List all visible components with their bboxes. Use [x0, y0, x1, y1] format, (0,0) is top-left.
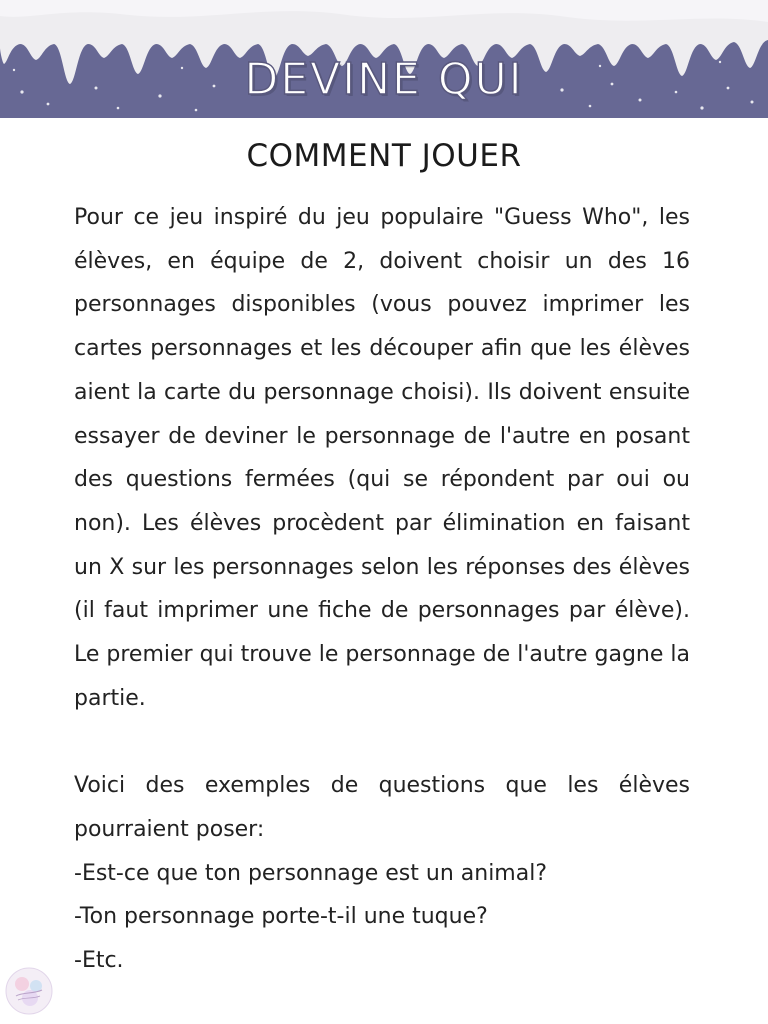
- page-title: DEVINE QUI: [244, 54, 524, 105]
- section-heading: COMMENT JOUER: [246, 138, 522, 174]
- snowy-banner: [0, 0, 768, 118]
- example-etc: -Etc.: [74, 947, 124, 973]
- example-question-animal: -Est-ce que ton personnage est un animal?: [74, 860, 548, 886]
- instructions-body: [74, 196, 690, 983]
- author-logo-icon: [4, 966, 54, 1016]
- example-question-tuque: -Ton personnage porte-t-il une tuque?: [74, 904, 488, 930]
- paragraph-spacer: [74, 720, 690, 764]
- rules-paragraph: Pour ce jeu inspiré du jeu populaire "Guess Who", les élèves, en équipe de 2, doivent choisir un des 16 personnages disponibles (vous pouvez imprimer les cartes personnages et les découper afin que les élèves aient la carte du personnage choisi). Ils doivent ensuite essayer de deviner le personnage de l'autre en posant des questions fermées (qui se répondent par oui ou non). Les élèves procèdent par élimination en faisant un X sur les personnages selon les réponses des élèves (il faut imprimer une fiche de personnages par élève). Le premier qui trouve le personnage de l'autre gagne la partie.: [74, 205, 690, 711]
- examples-intro-paragraph: Voici des exemples de questions que les élèves pourraient poser:: [74, 773, 690, 842]
